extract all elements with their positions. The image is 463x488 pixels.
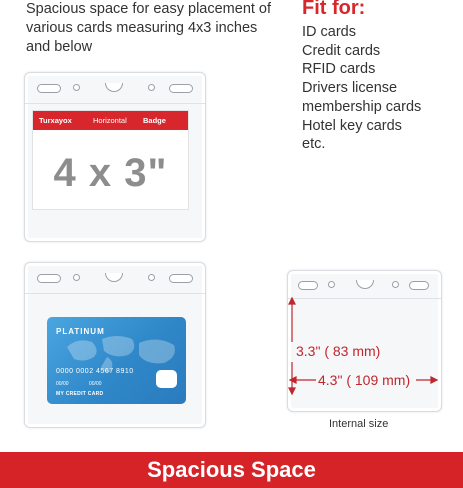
slot-hole bbox=[37, 84, 61, 93]
badge-header-bar bbox=[33, 111, 188, 144]
internal-size-caption: Internal size bbox=[329, 418, 389, 430]
card-date: 00/00 bbox=[89, 381, 102, 387]
holder-top-strip bbox=[288, 271, 441, 299]
clip-slit bbox=[105, 83, 123, 92]
fit-item: ID cards bbox=[302, 24, 356, 40]
slot-hole bbox=[37, 274, 61, 283]
fit-item: RFID cards bbox=[302, 61, 376, 78]
width-measurement: 4.3" ( 109 mm) bbox=[318, 372, 411, 388]
badge-word-horizontal: Horizontal bbox=[93, 116, 127, 125]
slot-hole bbox=[298, 281, 318, 290]
fit-for-title: Fit for: bbox=[302, 0, 366, 19]
fit-item: Credit cards bbox=[302, 42, 381, 59]
badge-brand: Turxayox bbox=[39, 116, 72, 125]
card-name: PLATINUM bbox=[56, 327, 105, 336]
round-hole bbox=[148, 84, 155, 91]
card-label: MY CREDIT CARD bbox=[56, 391, 104, 397]
card-number: 0000 0002 4567 8910 bbox=[56, 368, 134, 375]
footer-banner: Spacious Space bbox=[0, 452, 463, 488]
badge-card bbox=[32, 110, 189, 210]
fit-item: membership cards bbox=[302, 98, 422, 115]
round-hole bbox=[148, 274, 155, 281]
slot-hole bbox=[169, 274, 193, 283]
round-hole bbox=[73, 84, 80, 91]
clip-slit bbox=[356, 280, 374, 289]
height-measurement: 3.3" ( 83 mm) bbox=[296, 343, 381, 359]
round-hole bbox=[73, 274, 80, 281]
fit-item: Drivers license bbox=[302, 80, 398, 97]
holder-top-strip bbox=[25, 263, 205, 294]
fit-item: etc. bbox=[302, 136, 326, 153]
credit-card bbox=[47, 317, 186, 404]
card-date: 00/00 bbox=[56, 381, 69, 387]
card-chip bbox=[156, 370, 177, 388]
clip-slit bbox=[105, 273, 123, 282]
intro-text: Spacious space for easy placement of various cards measuring 4x3 inches and below bbox=[26, 1, 272, 55]
slot-hole bbox=[169, 84, 193, 93]
fit-item: Hotel key cards bbox=[302, 117, 402, 134]
round-hole bbox=[328, 281, 335, 288]
dimension-holder-image bbox=[287, 270, 442, 412]
badge-size-label: 4 x 3" bbox=[53, 151, 168, 195]
badge-word-holder: Badge Holder bbox=[143, 116, 167, 144]
holder-top-strip bbox=[25, 73, 205, 104]
slot-hole bbox=[409, 281, 429, 290]
round-hole bbox=[392, 281, 399, 288]
fit-for-list bbox=[302, 23, 421, 154]
